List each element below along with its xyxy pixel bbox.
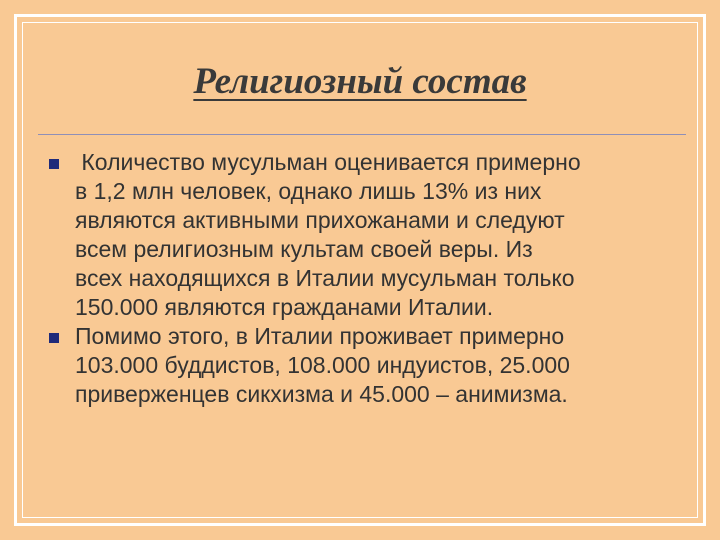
text-line: Количество мусульман оценивается примерно bbox=[75, 149, 581, 175]
text-line: всех находящихся в Италии мусульман только bbox=[75, 265, 575, 291]
text-line: 103.000 буддистов, 108.000 индуистов, 25.000 bbox=[75, 352, 570, 378]
bullet-item-other-religions bbox=[46, 322, 676, 409]
text-line: 150.000 являются гражданами Италии. bbox=[75, 294, 494, 320]
text-line: всем религиозным культам своей веры. Из bbox=[75, 236, 533, 262]
text-line: в 1,2 млн человек, однако лишь 13% из них bbox=[75, 178, 542, 204]
square-bullet-icon bbox=[49, 333, 59, 343]
text-line: Помимо этого, в Италии проживает примерно bbox=[75, 323, 565, 349]
bullet-item-muslims bbox=[46, 148, 676, 322]
slide-title: Религиозный состав bbox=[193, 61, 527, 102]
text-line: являются активными прихожанами и следуют bbox=[75, 207, 565, 233]
bullet-list bbox=[46, 148, 676, 409]
title-divider bbox=[38, 134, 686, 135]
text-line: приверженцев сикхизма и 45.000 – анимизма. bbox=[75, 381, 568, 407]
square-bullet-icon bbox=[49, 159, 59, 169]
